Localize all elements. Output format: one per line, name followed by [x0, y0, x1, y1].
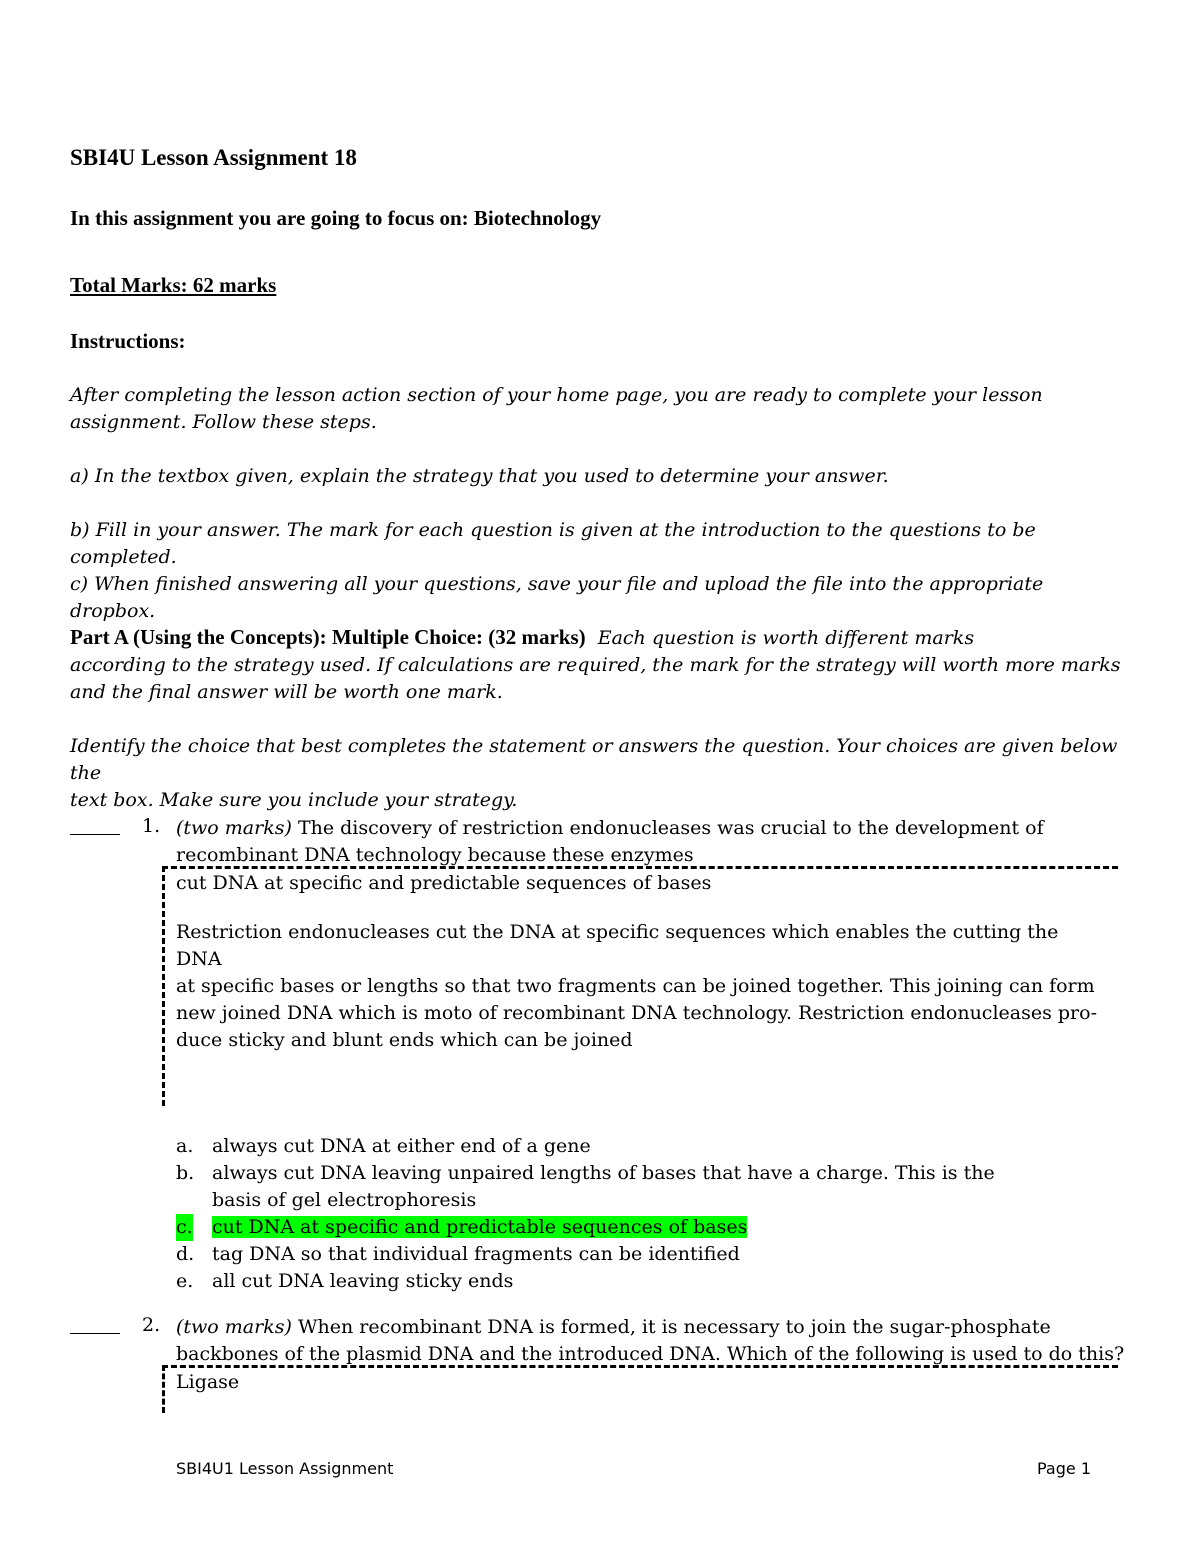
part-a-intro	[70, 624, 1130, 706]
choice-text: always cut DNA at either end of a gene	[212, 1135, 591, 1157]
question-1-text-line2: recombinant DNA technology because these enzymes	[176, 844, 694, 866]
answer-textbox-2[interactable]	[176, 1369, 1106, 1396]
question-number: 2.	[142, 1314, 161, 1336]
choice-c-selected[interactable]	[176, 1214, 1076, 1241]
strategy-1-line3: new joined DNA which is moto of recombinant DNA technology. Restriction endonucleases pro-	[176, 1002, 1097, 1024]
choice-text-continued: basis of gel electrophoresis	[212, 1189, 477, 1211]
question-number: 1.	[142, 815, 161, 837]
question-2-text	[176, 1314, 1136, 1368]
answer-1-text: cut DNA at specific and predictable sequences of bases	[176, 872, 712, 894]
part-a-identify-line1: Identify the choice that best completes the statement or answers the question. Your choices are given below the	[70, 735, 1118, 784]
instructions-intro-line2: assignment. Follow these steps.	[70, 411, 377, 433]
answer-box-1-left-border	[162, 866, 165, 1106]
choice-text-highlighted: cut DNA at specific and predictable sequences of bases	[212, 1216, 748, 1238]
answer-textbox-1[interactable]	[176, 870, 1106, 1054]
page-number: Page 1	[1037, 1459, 1091, 1478]
part-a-note-line2: according to the strategy used. If calculations are required, the mark for the strategy will worth more marks	[70, 654, 1121, 676]
instruction-step-c: c) When finished answering all your questions, save your file and upload the file into the appropriate dropbox.	[70, 573, 1044, 622]
choice-e[interactable]	[176, 1268, 1076, 1295]
answer-box-2-left-border	[162, 1365, 165, 1413]
part-a-note-line3: and the final answer will be worth one mark.	[70, 681, 503, 703]
answer-box-2-top-border	[162, 1365, 1118, 1368]
instructions-heading: Instructions:	[70, 329, 186, 353]
instruction-step-a: a) In the textbox given, explain the strategy that you used to determine your answer.	[70, 465, 889, 487]
strategy-1-line2: at specific bases or lengths so that two fragments can be joined together. This joining can form	[176, 975, 1095, 997]
choice-text: all cut DNA leaving sticky ends	[212, 1270, 514, 1292]
part-a-identify	[70, 733, 1130, 814]
question-2-text-line1: When recombinant DNA is formed, it is necessary to join the sugar-phosphate	[297, 1316, 1051, 1338]
answer-blank-q1[interactable]	[70, 834, 120, 835]
part-a-identify-line2: text box. Make sure you include your strategy.	[70, 789, 518, 811]
question-1-choices	[176, 1133, 1076, 1295]
instructions-intro	[70, 382, 1130, 436]
choice-a[interactable]	[176, 1133, 1076, 1160]
choice-letter: c.	[176, 1214, 193, 1241]
answer-2-text: Ligase	[176, 1371, 240, 1393]
part-a-note-line1: Each question is worth different marks	[597, 627, 975, 649]
question-1-text-line1: The discovery of restriction endonucleases was crucial to the development of	[297, 817, 1044, 839]
choice-letter: d.	[176, 1243, 195, 1265]
assignment-title: SBI4U Lesson Assignment 18	[70, 145, 357, 170]
answer-box-1-top-border	[162, 866, 1118, 869]
choice-d[interactable]	[176, 1241, 1076, 1268]
choice-letter: b.	[176, 1162, 195, 1184]
choice-b[interactable]	[176, 1160, 1076, 1214]
strategy-1-line1: Restriction endonucleases cut the DNA at specific sequences which enables the cutting the DNA	[176, 921, 1059, 970]
instruction-step-b: b) Fill in your answer. The mark for each question is given at the introduction to the questions to be completed.	[70, 519, 1036, 568]
question-2-text-line2: backbones of the plasmid DNA and the introduced DNA. Which of the following is used to do this?	[176, 1343, 1125, 1365]
strategy-1-line4: duce sticky and blunt ends which can be joined	[176, 1029, 633, 1051]
choice-text: tag DNA so that individual fragments can be identified	[212, 1243, 740, 1265]
choice-letter: e.	[176, 1270, 194, 1292]
question-1-text	[176, 815, 1136, 869]
footer-title: SBI4U1 Lesson Assignment	[176, 1459, 394, 1478]
part-a-heading: Part A (Using the Concepts): Multiple Choice: (32 marks)	[70, 625, 586, 649]
total-marks: Total Marks: 62 marks	[70, 273, 277, 297]
question-marks: (two marks)	[176, 817, 292, 839]
answer-blank-q2[interactable]	[70, 1333, 120, 1334]
assignment-focus: In this assignment you are going to focus on: Biotechnology	[70, 206, 602, 230]
instructions-intro-line1: After completing the lesson action section of your home page, you are ready to complete your lesson	[70, 384, 1043, 406]
choice-text: always cut DNA leaving unpaired lengths of bases that have a charge. This is the	[212, 1162, 995, 1184]
question-marks: (two marks)	[176, 1316, 292, 1338]
choice-letter: a.	[176, 1135, 194, 1157]
